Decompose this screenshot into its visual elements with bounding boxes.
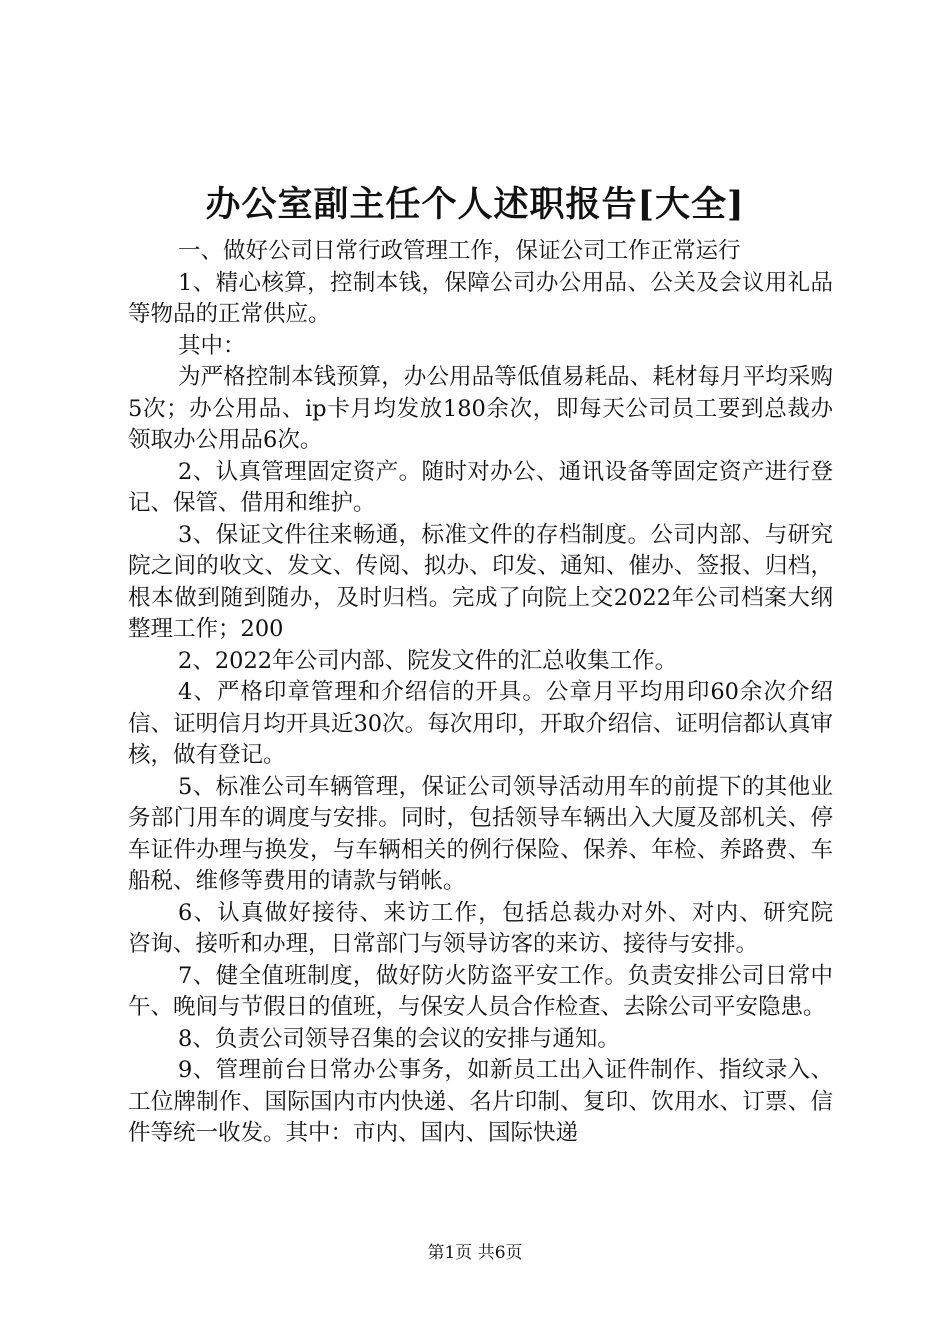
paragraph-9: 5、标准公司车辆管理，保证公司领导活动用车的前提下的其他业务部门用车的调度与安排。同时，包括领导车辆出入大厦及部机关、停车证件办理与换发，与车辆相关的例行保险、保养、年检、养路费、车船税、维修等费用的请款与销帐。 [128, 773, 833, 894]
page-title: 办公室副主任个人述职报告[大全] [205, 184, 745, 225]
paragraph-8: 4、严格印章管理和介绍信的开具。公章月平均用印60余次介绍信、证明信月均开具近30次。每次用印，开取介绍信、证明信都认真审核，做有登记。 [128, 679, 833, 768]
paragraph-11: 7、健全值班制度，做好防火防盗平安工作。负责安排公司日常中午、晚间与节假日的值班，与保安人员合作检查、去除公司平安隐患。 [128, 962, 833, 1020]
paragraph-12: 8、负责公司领导召集的会议的安排与通知。 [178, 1025, 620, 1052]
paragraph-1: 一、做好公司日常行政管理工作，保证公司工作正常运行 [178, 238, 741, 264]
paragraph-6: 3、保证文件往来畅通，标准文件的存档制度。公司内部、与研究院之间的收文、发文、传阅、拟办、印发、通知、催办、签报、归档，根本做到随到随办，及时归档。完成了向院上交2022年公司档案大纲整理工作；200 [128, 521, 833, 642]
paragraph-10: 6、认真做好接待、来访工作，包括总裁办对外、对内、研究院 咨询、接听和办理，日常部门与领导访客的来访、接待与安排。 [128, 899, 879, 957]
paragraph-5: 2、认真管理固定资产。随时对办公、通讯设备等固定资产进行登记、保管、借用和维护。 [128, 458, 833, 516]
paragraph-3: 其中： [178, 332, 246, 359]
paragraph-4: 为严格控制本钱预算，办公用品等低值易耗品、耗材每月平均采购5次；办公用品、ip卡月均发放180余次，即每天公司员工要到总裁办领取办公用品6次。 [128, 364, 833, 453]
paragraph-7: 2、2022年公司内部、院发文件的汇总收集工作。 [178, 647, 678, 674]
paragraph-13: 9、管理前台日常办公事务，如新员工出入证件制作、指纹录入、工位牌制作、国际国内市内快递、名片印制、复印、饮用水、订票、信件等统一收发。其中：市内、国内、国际快递 [128, 1057, 833, 1146]
document-body [128, 236, 879, 1150]
page-number-footer: 第1页 共6页 [427, 1243, 523, 1263]
paragraph-2: 1、精心核算，控制本钱，保障公司办公用品、公关及会议用礼品等物品的正常供应。 [128, 269, 833, 327]
